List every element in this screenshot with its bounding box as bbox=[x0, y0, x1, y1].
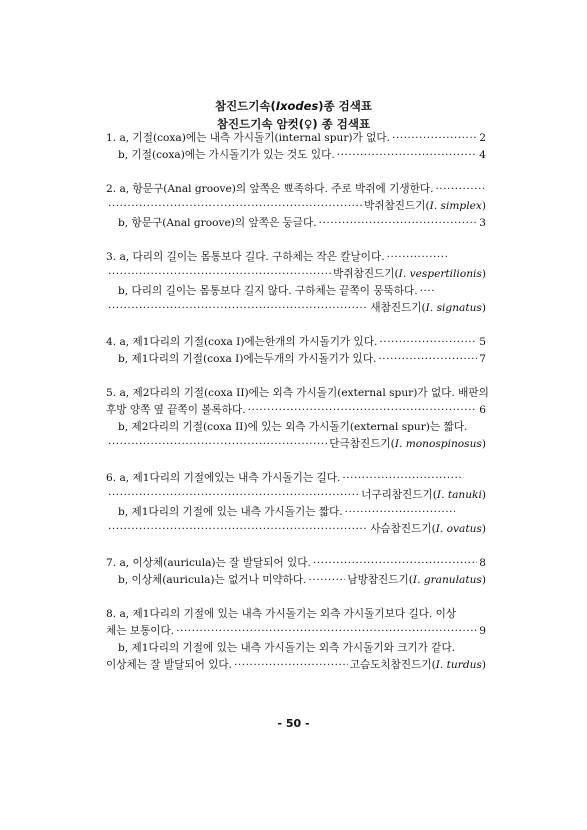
species-name: 단극참진드기(I. monospinosus) bbox=[329, 438, 486, 450]
species-name: 고슴도치참진드기(I. turdus) bbox=[349, 659, 486, 671]
key-subtitle: 참진드기속 암컷(♀) 종 검색표 bbox=[216, 117, 371, 131]
leader-dots bbox=[337, 148, 478, 163]
leader-dots bbox=[108, 437, 327, 452]
leader-dots bbox=[234, 658, 348, 673]
go-to-number: 7 bbox=[479, 353, 486, 365]
go-to-number: 3 bbox=[479, 217, 486, 229]
species-name: 사슴참진드기(I. ovatus) bbox=[370, 523, 486, 535]
species-name: 너구리참진드기(I. tanuki) bbox=[361, 489, 486, 501]
couplet-text: b, 제1다리의 기절에 있는 내측 가시돌기는 외측 가시돌기와 크기가 같다. bbox=[118, 642, 456, 654]
title-genus: Ixodes bbox=[275, 99, 319, 113]
couplet-text: 이상체는 잘 발달되어 있다. bbox=[106, 659, 233, 671]
couplet-text: b, 제2다리의 기절(coxa II)에 있는 외측 가시돌기(external spur)는 짧다. bbox=[118, 421, 468, 433]
couplet-3a bbox=[106, 250, 486, 265]
leader-dots bbox=[379, 335, 477, 350]
leader-dots bbox=[309, 573, 346, 588]
leader-dots bbox=[108, 522, 368, 537]
couplet-text: b, 이상체(auricula)는 없거나 미약하다. bbox=[118, 574, 307, 586]
leader-dots bbox=[387, 250, 447, 265]
couplet-6b bbox=[118, 505, 486, 520]
couplet-3b bbox=[118, 284, 486, 299]
couplet-text: 3. a, 다리의 길이는 몸통보다 길다. 구하체는 작은 칼날이다. bbox=[106, 251, 385, 263]
couplet-text: 6. a, 제1다리의 기절에있는 내측 가시돌기는 길다. bbox=[106, 472, 341, 484]
leader-dots bbox=[319, 216, 478, 231]
leader-dots bbox=[108, 199, 362, 214]
couplet-1b bbox=[118, 148, 486, 163]
species-name: 남방참진드기(I. granulatus) bbox=[347, 574, 486, 586]
couplet-text: 5. a, 제2다리의 기절(coxa II)에는 외측 가시돌기(external spur)가 없다. 배판의 bbox=[106, 387, 489, 399]
couplet-6b-result bbox=[106, 522, 486, 537]
go-to-number: 8 bbox=[479, 557, 486, 569]
couplet-2a-result bbox=[106, 199, 486, 214]
couplet-5b-result bbox=[106, 437, 486, 452]
couplet-8b bbox=[118, 641, 486, 656]
couplet-7b bbox=[118, 573, 486, 588]
leader-dots bbox=[342, 471, 462, 486]
couplet-4a bbox=[106, 335, 486, 350]
leader-dots bbox=[345, 505, 455, 520]
go-to-number: 6 bbox=[479, 404, 486, 416]
couplet-5b bbox=[118, 420, 486, 435]
species-name: 박쥐참진드기(I. vespertilionis) bbox=[333, 268, 486, 280]
leader-dots bbox=[378, 352, 477, 367]
leader-dots bbox=[313, 556, 477, 571]
couplet-text: 2. a, 항문구(Anal groove)의 앞쪽은 뾰족하다. 주로 박쥐에 기생한다. bbox=[106, 183, 434, 195]
couplet-6a bbox=[106, 471, 486, 486]
leader-dots bbox=[248, 403, 478, 418]
couplet-text: 1. a, 기절(coxa)에는 내측 가시돌기(internal spur)가 없다. bbox=[106, 132, 390, 144]
go-to-number: 5 bbox=[479, 336, 486, 348]
key-title bbox=[0, 98, 587, 114]
couplet-text: 후방 양쪽 옆 끝쪽이 볼록하다. bbox=[106, 404, 246, 416]
leader-dots bbox=[176, 624, 477, 639]
couplet-text: b, 기절(coxa)에는 가시돌기가 있는 것도 있다. bbox=[118, 149, 335, 161]
couplet-text: b, 제1다리의 기절(coxa I)에는두개의 가시돌기가 있다. bbox=[118, 353, 377, 365]
couplet-text: 8. a, 제1다리의 기절에 있는 내측 가시돌기는 외측 가시돌기보다 길다. 이상 bbox=[106, 608, 457, 620]
couplet-text: 7. a, 이상체(auricula)는 잘 발달되어 있다. bbox=[106, 557, 311, 569]
couplet-3a-result bbox=[106, 267, 486, 282]
leader-dots bbox=[108, 301, 368, 316]
leader-dots bbox=[392, 131, 477, 146]
couplet-text: b, 제1다리의 기절에 있는 내측 가시돌기는 짧다. bbox=[118, 506, 343, 518]
couplet-8a bbox=[106, 607, 486, 622]
title-suffix: )종 검색표 bbox=[318, 99, 372, 113]
couplet-1a bbox=[106, 131, 486, 146]
leader-dots bbox=[108, 488, 359, 503]
couplet-5a bbox=[106, 386, 489, 401]
go-to-number: 2 bbox=[479, 132, 486, 144]
title-prefix: 참진드기속( bbox=[215, 99, 276, 113]
couplet-2b bbox=[118, 216, 486, 231]
couplet-text: b, 다리의 길이는 몸통보다 길지 않다. 구하체는 끝쪽이 뭉뚝하다. bbox=[118, 285, 418, 297]
leader-dots bbox=[420, 284, 434, 299]
couplet-text: 체는 보통이다. bbox=[106, 625, 175, 637]
leader-dots bbox=[435, 182, 484, 197]
couplet-6a-result bbox=[106, 488, 486, 503]
species-name: 새참진드기(I. signatus) bbox=[370, 302, 486, 314]
couplet-text: 4. a, 제1다리의 기절(coxa I)에는한개의 가시돌기가 있다. bbox=[106, 336, 378, 348]
couplet-8b-cont bbox=[106, 658, 486, 673]
couplet-5a-cont bbox=[106, 403, 486, 418]
go-to-number: 4 bbox=[479, 149, 486, 161]
couplet-text: b, 항문구(Anal groove)의 앞쪽은 둥글다. bbox=[118, 217, 317, 229]
couplet-7a bbox=[106, 556, 486, 571]
leader-dots bbox=[108, 267, 331, 282]
page-number: - 50 - bbox=[277, 717, 310, 730]
go-to-number: 9 bbox=[479, 625, 486, 637]
couplet-3b-result bbox=[106, 301, 486, 316]
couplet-8a-cont bbox=[106, 624, 486, 639]
couplet-2a bbox=[106, 182, 486, 197]
species-name: 박쥐참진드기(I. simplex) bbox=[364, 200, 486, 212]
couplet-4b bbox=[118, 352, 486, 367]
